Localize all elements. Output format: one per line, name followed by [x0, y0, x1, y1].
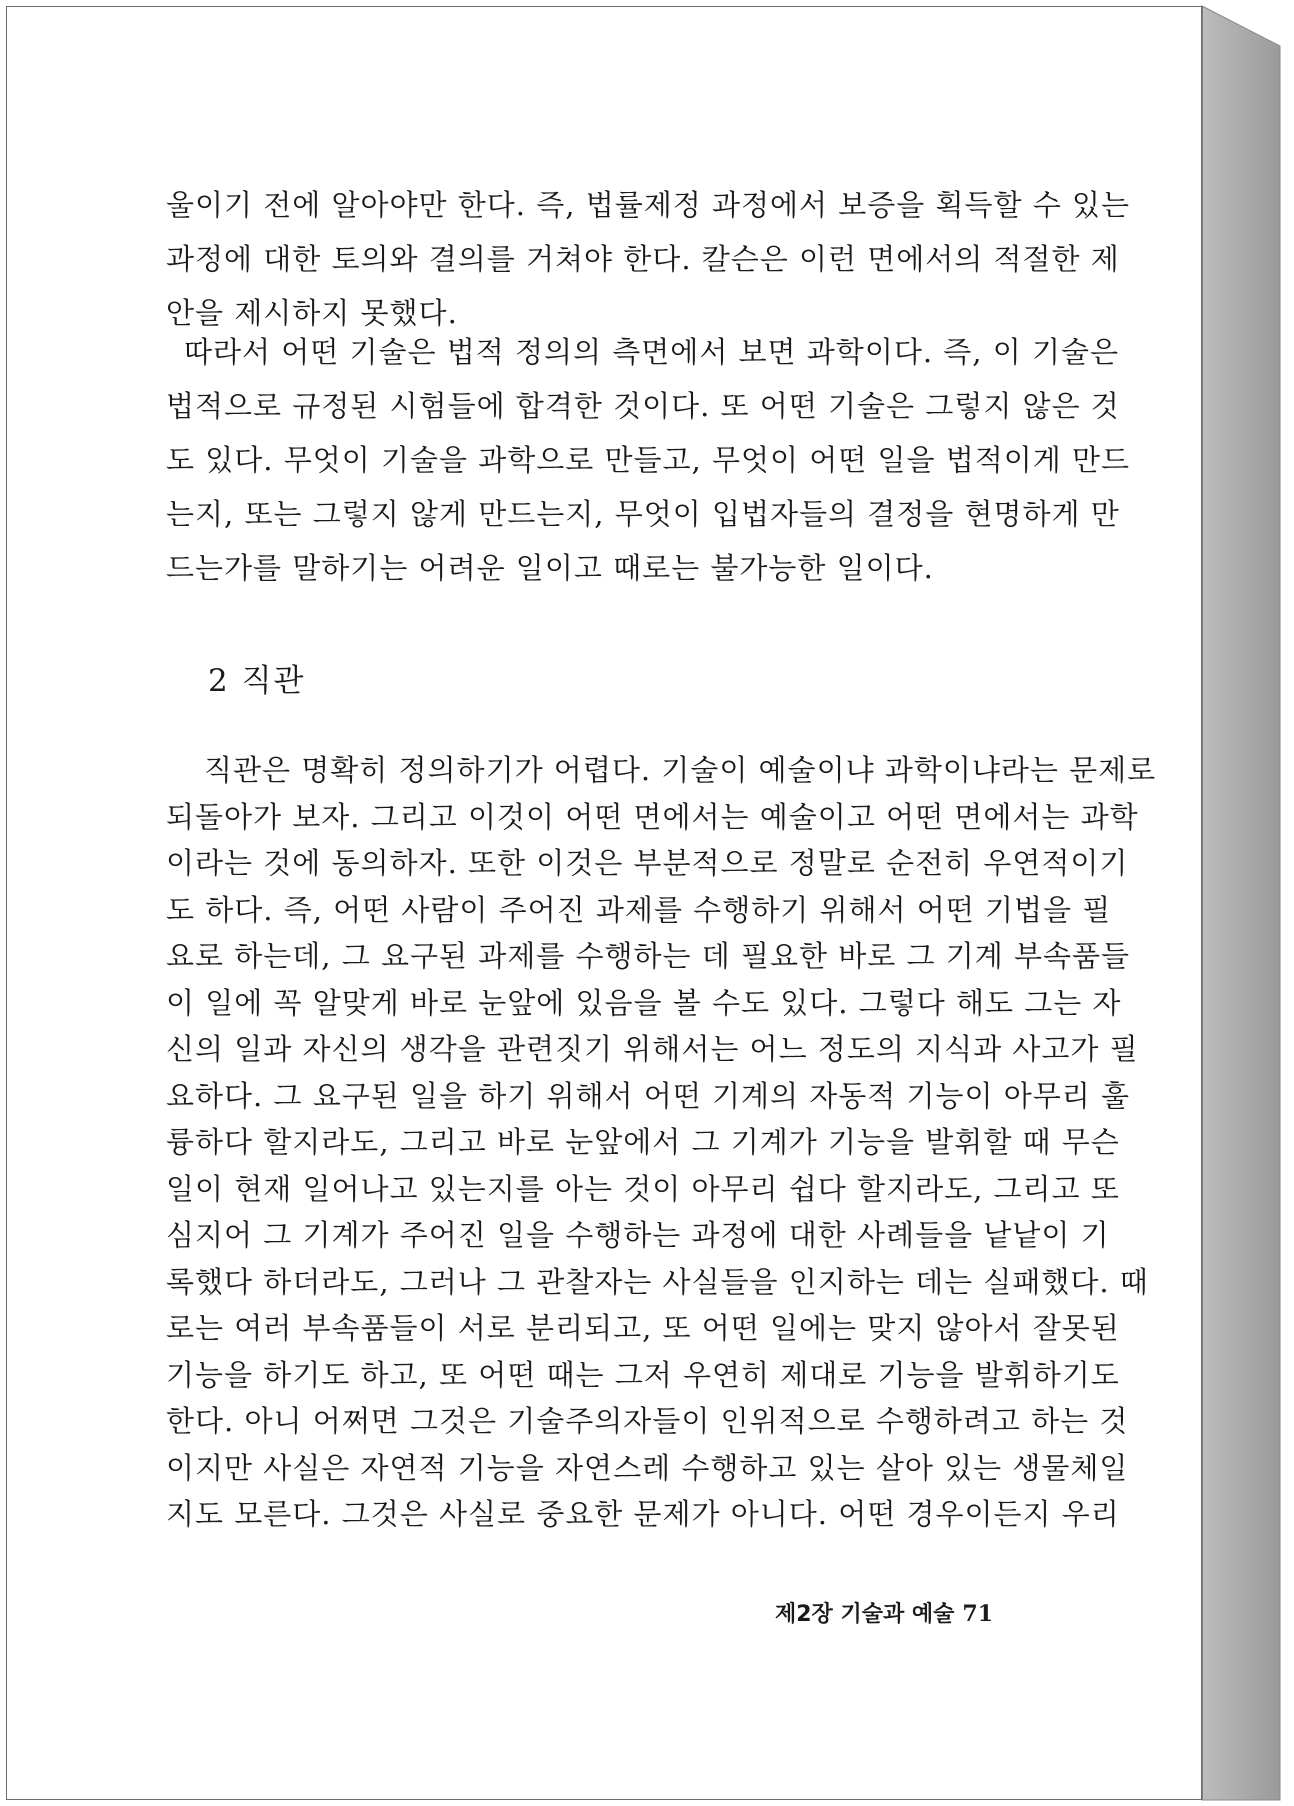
paragraph-2-line: 드는가를 말하기는 어려운 일이고 때로는 불가능한 일이다.: [166, 551, 934, 585]
paragraph-3-line: 요로 하는데, 그 요구된 과제를 수행하는 데 필요한 바로 그 기계 부속품들: [166, 939, 1131, 973]
paragraph-3-line: 이 일에 꼭 알맞게 바로 눈앞에 있음을 볼 수도 있다. 그렇다 해도 그는 자: [166, 985, 1122, 1020]
paragraph-3-line: 되돌아가 보자. 그리고 이것이 어떤 면에서는 예술이고 어떤 면에서는 과학: [166, 799, 1139, 834]
paragraph-1-line: 안을 제시하지 못했다.: [166, 296, 458, 330]
page-number: 71: [962, 1601, 994, 1627]
running-footer: [775, 1597, 993, 1628]
paragraph-2-line: 법적으로 규정된 시험들에 합격한 것이다. 또 어떤 기술은 그렇지 않은 것: [166, 389, 1120, 423]
paragraph-3-line: 신의 일과 자신의 생각을 관련짓기 위해서는 어느 정도의 지식과 사고가 필: [166, 1032, 1139, 1066]
paragraph-3-line: 록했다 하더라도, 그러나 그 관찰자는 사실들을 인지하는 데는 실패했다. 때: [166, 1264, 1149, 1299]
paragraph-3-line: 심지어 그 기계가 주어진 일을 수행하는 과정에 대한 사례들을 낱낱이 기: [166, 1218, 1110, 1252]
paragraph-3-line: 지도 모른다. 그것은 사실로 중요한 문제가 아니다. 어떤 경우이든지 우리: [166, 1497, 1120, 1531]
footer-chapter-title: 제2장 기술과 예술: [775, 1602, 955, 1627]
paragraph-3-line: 이라는 것에 동의하자. 또한 이것은 부분적으로 정말로 순전히 우연적이기: [166, 846, 1129, 880]
paragraph-3-line: 륭하다 할지라도, 그리고 바로 눈앞에서 그 기계가 기능을 발휘할 때 무슨: [166, 1125, 1120, 1159]
paragraph-3-line: 한다. 아니 어쩌면 그것은 기술주의자들이 인위적으로 수행하려고 하는 것: [166, 1404, 1129, 1438]
paragraph-1-line: 과정에 대한 토의와 결의를 거쳐야 한다. 칼슨은 이런 면에서의 적절한 제: [166, 242, 1120, 276]
paragraph-3-line: 요하다. 그 요구된 일을 하기 위해서 어떤 기계의 자동적 기능이 아무리 훌: [166, 1078, 1131, 1113]
paragraph-3-line: 일이 현재 일어나고 있는지를 아는 것이 아무리 쉽다 할지라도, 그리고 또: [166, 1171, 1120, 1206]
paragraph-1-line: 울이기 전에 알아야만 한다. 즉, 법률제정 과정에서 보증을 획득할 수 있는: [166, 188, 1131, 222]
paragraph-2-line: 따라서 어떤 기술은 법적 정의의 측면에서 보면 과학이다. 즉, 이 기술은: [184, 335, 1120, 369]
paragraph-3-line: 도 하다. 즉, 어떤 사람이 주어진 과제를 수행하기 위해서 어떤 기법을 필: [166, 892, 1112, 927]
paragraph-2-line: 는지, 또는 그렇지 않게 만드는지, 무엇이 입법자들의 결정을 현명하게 만: [166, 497, 1120, 531]
paragraph-2-line: 도 있다. 무엇이 기술을 과학으로 만들고, 무엇이 어떤 일을 법적이게 만드: [166, 443, 1131, 477]
paragraph-3-line: 이지만 사실은 자연적 기능을 자연스레 수행하고 있는 살아 있는 생물체일: [166, 1450, 1129, 1485]
paragraph-3-line: 기능을 하기도 하고, 또 어떤 때는 그저 우연히 제대로 기능을 발휘하기도: [166, 1357, 1120, 1392]
section-heading: 2 직관: [208, 663, 306, 699]
paragraph-3-line: 직관은 명확히 정의하기가 어렵다. 기술이 예술이냐 과학이냐라는 문제로: [204, 753, 1157, 787]
paragraph-3-line: 로는 여러 부속품들이 서로 분리되고, 또 어떤 일에는 맞지 않아서 잘못된: [166, 1311, 1120, 1345]
